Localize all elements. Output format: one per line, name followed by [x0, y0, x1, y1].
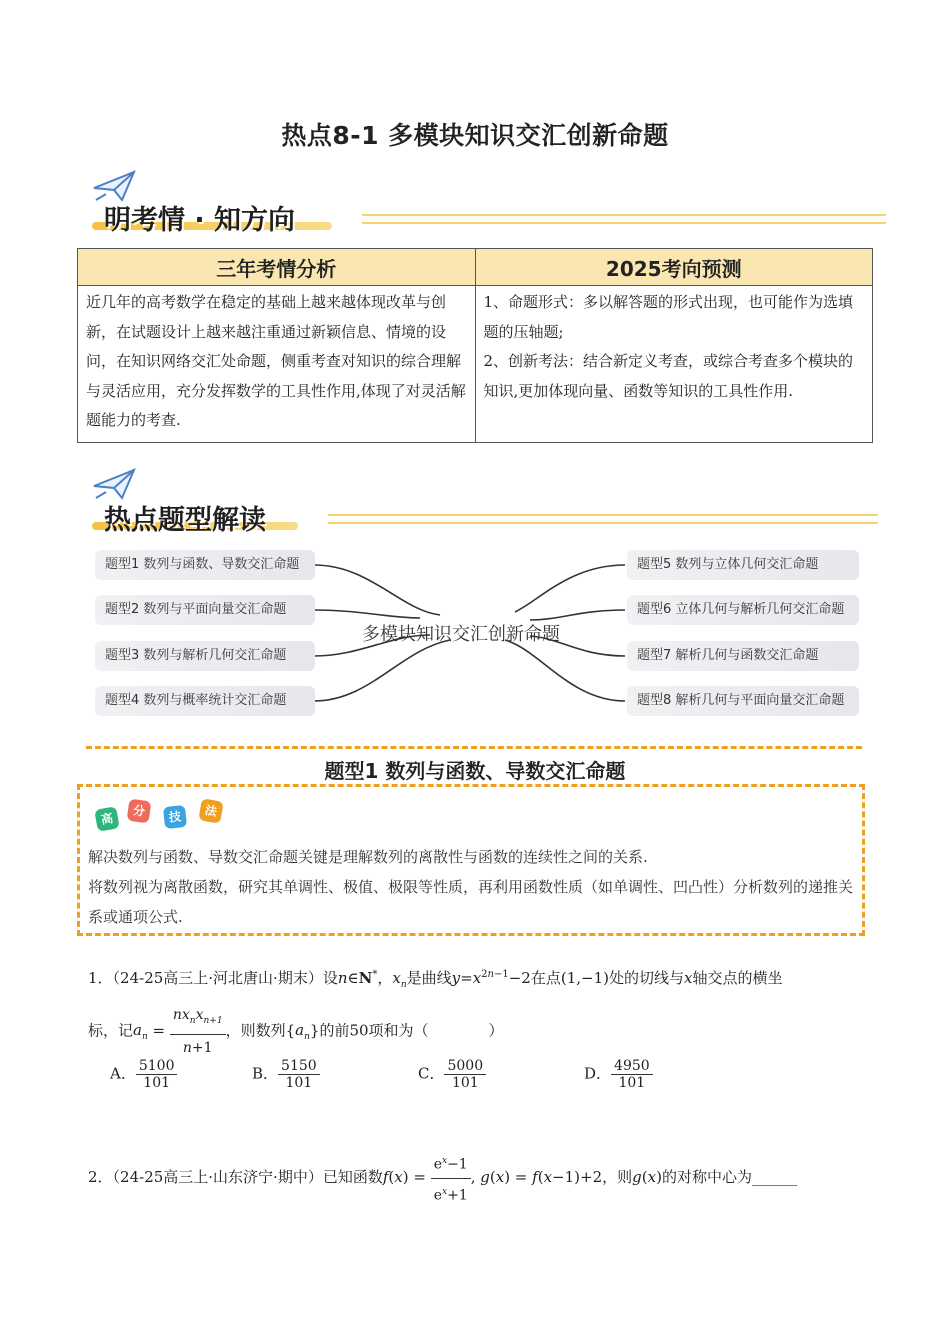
badge-gao: 高 — [94, 806, 119, 831]
mindmap-left-item-2: 题型2 数列与平面向量交汇命题 — [95, 595, 315, 625]
question-1-line-2: 标，记$a_n$ = $\frac{nx_nx_{n+1}}{n+1}$ ，则数列$\{a_n\}$的前50项和为（ ） — [88, 1002, 878, 1061]
section-divider — [328, 514, 878, 524]
type1-title: 题型1 数列与函数、导数交汇命题 — [324, 759, 626, 783]
q2-text: 的对称中心为______ — [661, 1168, 797, 1187]
option-label: C． — [418, 1064, 445, 1083]
option-label: A． — [110, 1064, 136, 1083]
option-b[interactable] — [252, 1058, 320, 1091]
table-header-forecast: 2025考向预测 — [475, 249, 873, 286]
table-header-analysis: 三年考情分析 — [78, 249, 476, 286]
option-a[interactable] — [110, 1058, 177, 1091]
table-cell-analysis — [78, 286, 476, 443]
option-c[interactable] — [418, 1058, 486, 1091]
q2-text: ，则 — [602, 1168, 633, 1187]
option-label: B． — [252, 1064, 279, 1083]
paper-plane-icon — [92, 468, 136, 502]
question-2: 2．（24-25高三上·山东济宁·期中）已知函数f(x) = $\frac{e^x-1}{e^x+1}$ , g(x) = f(x−1)+2，则g(x)的对称中心为______ — [88, 1148, 878, 1208]
option-label: D． — [584, 1064, 612, 1083]
question-1-number: 1． — [88, 969, 113, 987]
q1-text: ，则数列 — [225, 1021, 286, 1040]
mindmap-left-item-4: 题型4 数列与概率统计交汇命题 — [95, 686, 315, 716]
section-heading-hot-types: 热点题型解读 — [104, 505, 266, 536]
mindmap-right-item-7: 题型7 解析几何与函数交汇命题 — [627, 641, 859, 671]
mindmap-center-topic: 多模块知识交汇创新命题 — [362, 624, 560, 645]
option-d[interactable] — [584, 1058, 653, 1091]
badge-fen: 分 — [127, 799, 152, 824]
table-cell-forecast — [475, 286, 873, 443]
q1-text: 处的切线与 — [609, 969, 685, 987]
mindmap-left-item-1: 题型1 数列与函数、导数交汇命题 — [95, 550, 315, 580]
option-denominator: 101 — [618, 1075, 646, 1091]
question-1-source: （24-25高三上·河北唐山·期末）设 — [112, 969, 338, 987]
forecast-line-2: 2、创新考法：结合新定义考查，或综合考查多个模块的知识,更加体现向量、函数等知识的工具性作用. — [483, 352, 854, 400]
an-formula: $\frac{nx_nx_{n+1}}{n+1}$ — [170, 1002, 226, 1061]
question-1-line-1: 1．（24-25高三上·河北唐山·期末）设n∈N*，$x_n$是曲线$y=x^{2n-1}-2$在点(1,−1)处的切线与x轴交点的横坐 — [88, 969, 783, 990]
q1-text: ， — [377, 969, 393, 987]
option-numerator: 5150 — [278, 1058, 320, 1075]
q1-text: 在点 — [530, 969, 561, 987]
q1-text: 的前50项和为（ ） — [319, 1021, 504, 1040]
q1-text: 是曲线 — [406, 969, 452, 987]
question-2-source: （24-25高三上·山东济宁·期中）已知函数 — [112, 1168, 383, 1187]
mindmap-right-item-6: 题型6 立体几何与解析几何交汇命题 — [627, 595, 859, 625]
tip-line-1: 解决数列与函数、导数交汇命题关键是理解数列的离散性与函数的连续性之间的关系. — [88, 848, 648, 866]
question-2-number: 2． — [88, 1168, 113, 1187]
option-denominator: 101 — [451, 1075, 479, 1091]
badge-ji: 技 — [163, 805, 187, 829]
badge-fa: 法 — [198, 798, 223, 823]
mindmap-right-item-8: 题型8 解析几何与平面向量交汇命题 — [627, 686, 859, 716]
exam-analysis-table — [77, 248, 873, 443]
option-numerator: 5100 — [136, 1058, 178, 1075]
option-numerator: 5000 — [444, 1058, 486, 1075]
section-divider — [362, 214, 886, 224]
option-denominator: 101 — [143, 1075, 171, 1091]
option-numerator: 4950 — [611, 1058, 653, 1075]
type-divider — [86, 746, 862, 749]
section-heading-exam-analysis: 明考情 · 知方向 — [104, 205, 296, 236]
forecast-line-1: 1、命题形式：多以解答题的形式出现，也可能作为选填题的压轴题; — [483, 293, 854, 341]
mindmap-left-item-3: 题型3 数列与解析几何交汇命题 — [95, 641, 315, 671]
fx-formula: $\frac{e^x-1}{e^x+1}$ — [431, 1148, 471, 1208]
mindmap-right-item-5: 题型5 数列与立体几何交汇命题 — [627, 550, 859, 580]
q1-text: 轴交点的横坐 — [692, 969, 783, 987]
tips-text — [88, 842, 858, 932]
page-title: 热点8-1 多模块知识交汇创新命题 — [281, 121, 669, 150]
tip-line-2: 将数列视为离散函数，研究其单调性、极值、极限等性质，再利用函数性质（如单调性、凹凸性）分析数列的递推关系或通项公式. — [88, 878, 854, 926]
analysis-text: 近几年的高考数学在稳定的基础上越来越体现改革与创新，在试题设计上越来越注重通过新颖信息、情境的设问，在知识网络交汇处命题，侧重考查对知识的综合理解与灵活应用，充分发挥数学的工具性作用,体现了对灵活解题能力的考查. — [86, 293, 466, 429]
option-denominator: 101 — [285, 1075, 313, 1091]
q1-text: 标，记 — [88, 1021, 134, 1040]
